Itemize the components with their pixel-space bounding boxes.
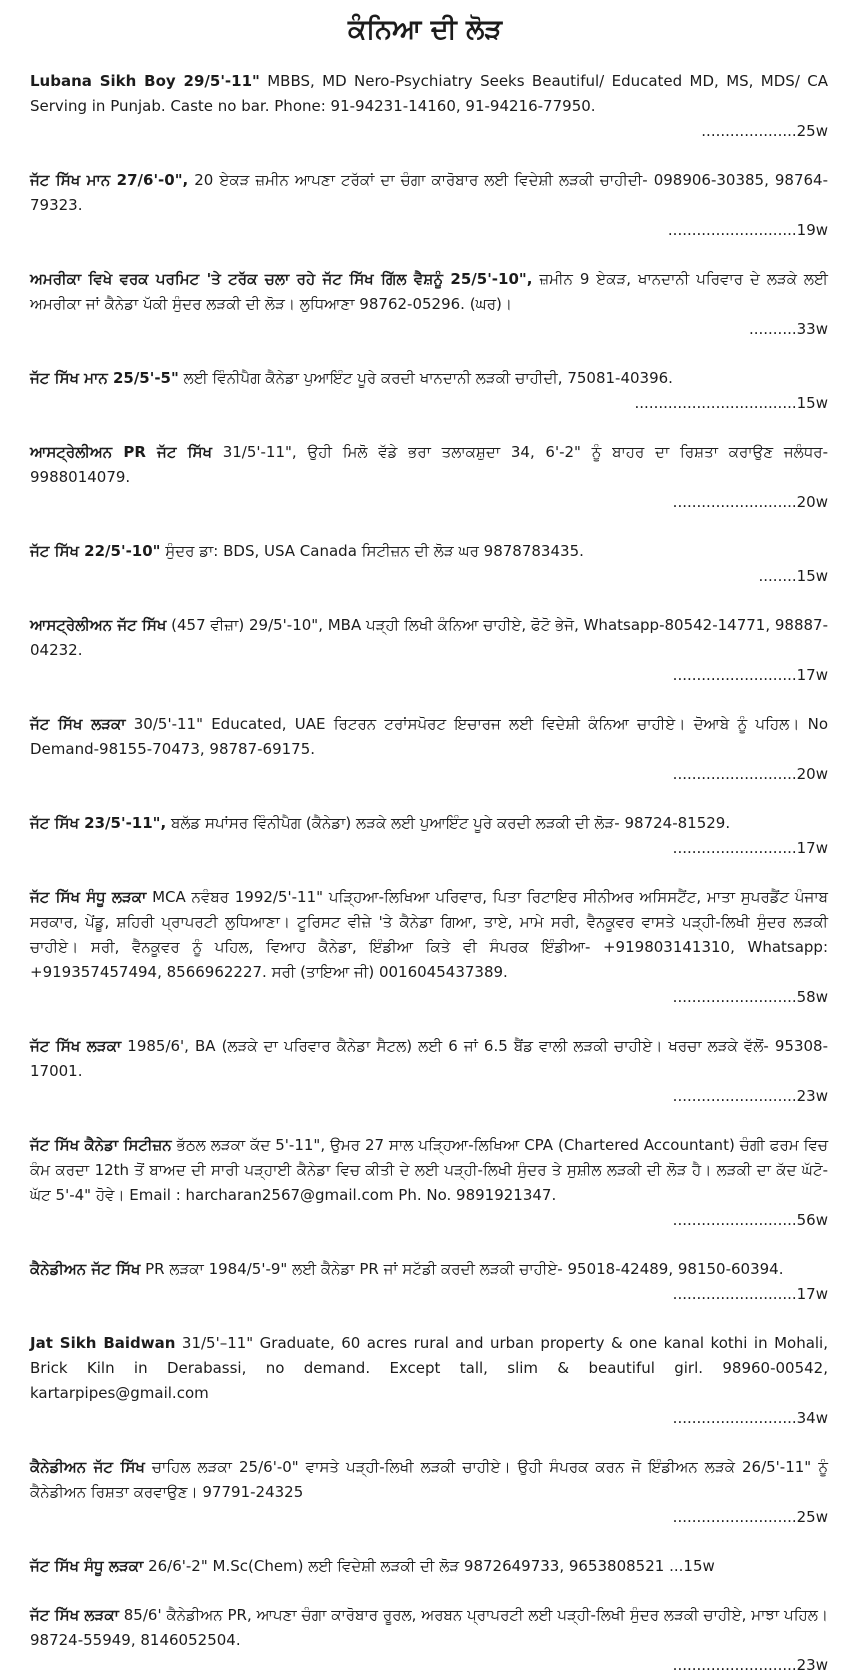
classified-ad xyxy=(30,1554,828,1579)
classified-ad xyxy=(30,1257,828,1307)
classified-ad xyxy=(30,1331,828,1431)
ad-lead: ਜੱਟ ਸਿੱਖ ਸੰਧੂ ਲੜਕਾ xyxy=(30,1557,144,1575)
classified-ad xyxy=(30,613,828,688)
ad-rate: ...........................19w xyxy=(667,221,828,239)
ad-body: 26/6'-2" M.Sc(Chem) ਲਈ ਵਿਦੇਸ਼ੀ ਲੜਕੀ ਦੀ ਲੋੜ 9872649733, 9653808521 xyxy=(143,1557,665,1575)
ad-lead: ਜੱਟ ਸਿੱਖ ਮਾਨ 27/6'-0", xyxy=(30,171,189,189)
classified-ad xyxy=(30,69,828,144)
ad-lead: ਅਮਰੀਕਾ ਵਿਖੇ ਵਰਕ ਪਰਮਿਟ 'ਤੇ ਟਰੱਕ ਚਲਾ ਰਹੇ ਜੱਟ ਸਿੱਖ ਗਿੱਲ ਵੈਸ਼ਨੂੰ 25/5'-10", xyxy=(30,270,533,288)
ad-body: ਭੱਠਲ ਲੜਕਾ ਕੱਦ 5'-11", ਉਮਰ 27 ਸਾਲ ਪੜ੍ਹਿਆ-ਲਿਖਿਆ CPA (Chartered Accountant) ਚੰਗੀ ਫਰਮ ਵਿਚ ਕੰਮ ਕਰਦਾ 12th ਤੋਂ ਬਾਅਦ ਦੀ ਸਾਰੀ ਪੜ੍ਹਾਈ ਕੈਨੇਡਾ ਵਿਚ ਕੀਤੀ ਦੇ ਲਈ ਪੜ੍ਹੀ-ਲਿਖੀ ਸੁੰਦਰ ਤੇ ਸੁਸ਼ੀਲ ਲੜਕੀ ਦੀ ਲੋੜ ਹੈ। ਲੜਕੀ ਦਾ ਕੱਦ ਘੱਟੋ-ਘੱਟ 5'-4" ਹੋਵੇ। Email : harcharan2567@gmail.com Ph. No. 9891921347. xyxy=(30,1136,828,1204)
ad-rate: ..........................17w xyxy=(672,666,828,684)
ad-lead: ਜੱਟ ਸਿੱਖ ਲੜਕਾ xyxy=(30,1606,119,1624)
ad-body: MCA ਨਵੰਬਰ 1992/5'-11" ਪੜ੍ਹਿਆ-ਲਿਖਿਆ ਪਰਿਵਾਰ, ਪਿਤਾ ਰਿਟਾਇਰ ਸੀਨੀਅਰ ਅਸਿਸਟੈਂਟ, ਮਾਤਾ ਸੁਪਰਡੈਂਟ ਪੰਜਾਬ ਸਰਕਾਰ, ਪੇਂਡੂ, ਸ਼ਹਿਰੀ ਪ੍ਰਾਪਰਟੀ ਲੁਧਿਆਣਾ। ਟੂਰਿਸਟ ਵੀਜ਼ੇ 'ਤੇ ਕੈਨੇਡਾ ਗਿਆ, ਤਾਏ, ਮਾਮੇ ਸਰੀ, ਵੈਨਕੂਵਰ ਵਾਸਤੇ ਪੜ੍ਹੀ-ਲਿਖੀ ਸੁੰਦਰ ਲੜਕੀ ਚਾਹੀਏ। ਸਰੀ, ਵੈਨਕੂਵਰ ਨੂੰ ਪਹਿਲ, ਵਿਆਹ ਕੈਨੇਡਾ, ਇੰਡੀਆ ਕਿਤੇ ਵੀ ਸੰਪਰਕ ਇੰਡੀਆ- +919803141310, Whatsapp: +919357457494, 8566962227. ਸਰੀ (ਤਾਇਆ ਜੀ) 0016045437389. xyxy=(30,888,828,981)
ad-body: ਲਈ ਵਿੰਨੀਪੈਗ ਕੈਨੇਡਾ ਪੁਆਇੰਟ ਪੂਰੇ ਕਰਦੀ ਖਾਨਦਾਨੀ ਲੜਕੀ ਚਾਹੀਦੀ, 75081-40396. xyxy=(178,369,673,387)
classified-ad xyxy=(30,267,828,342)
classified-ad xyxy=(30,366,828,416)
classified-ad xyxy=(30,712,828,787)
ad-rate: ..........................34w xyxy=(672,1409,828,1427)
ad-body: 85/6' ਕੈਨੇਡੀਅਨ PR, ਆਪਣਾ ਚੰਗਾ ਕਾਰੋਬਾਰ ਰੂਰਲ, ਅਰਬਨ ਪ੍ਰਾਪਰਟੀ ਲਈ ਪੜ੍ਹੀ-ਲਿਖੀ ਸੁੰਦਰ ਲੜਕੀ ਚਾਹੀਏ, ਮਾਝਾ ਪਹਿਲ। 98724-55949, 8146052504. xyxy=(30,1606,828,1649)
classified-ad xyxy=(30,1034,828,1109)
ad-body: PR ਲੜਕਾ 1984/5'-9" ਲਈ ਕੈਨੇਡਾ PR ਜਾਂ ਸਟੱਡੀ ਕਰਦੀ ਲੜਕੀ ਚਾਹੀਏ- 95018-42489, 98150-60394. xyxy=(140,1260,784,1278)
classified-ad xyxy=(30,885,828,1010)
ad-body: ਜ਼ਮੀਨ 9 ਏਕੜ, ਖਾਨਦਾਨੀ ਪਰਿਵਾਰ ਦੇ ਲੜਕੇ ਲਈ ਅਮਰੀਕਾ ਜਾਂ ਕੈਨੇਡਾ ਪੱਕੀ ਸੁੰਦਰ ਲੜਕੀ ਦੀ ਲੋੜ। ਲੁਧਿਆਣਾ 98762-05296. (ਘਰ)। xyxy=(30,270,828,313)
ad-rate: ....................25w xyxy=(701,122,828,140)
page-title: ਕੰਨਿਆ ਦੀ ਲੋੜ xyxy=(347,14,503,45)
ad-rate: ..........................25w xyxy=(672,1508,828,1526)
ad-lead: ਜੱਟ ਸਿੱਖ ਲੜਕਾ xyxy=(30,1037,122,1055)
ad-lead: ਜੱਟ ਸਿੱਖ 23/5'-11", xyxy=(30,814,167,832)
ad-lead: ਜੱਟ ਸਿੱਖ ਮਾਨ 25/5'-5" xyxy=(30,369,179,387)
ad-rate: ..........................23w xyxy=(672,1656,828,1674)
ad-body: ਬਲੱਡ ਸਪਾਂਸਰ ਵਿੰਨੀਪੈਗ (ਕੈਨੇਡਾ) ਲੜਕੇ ਲਈ ਪੁਆਇੰਟ ਪੂਰੇ ਕਰਦੀ ਲੜਕੀ ਦੀ ਲੋੜ- 98724-81529. xyxy=(166,814,731,832)
ad-body: 30/5'-11" Educated, UAE ਰਿਟਰਨ ਟਰਾਂਸਪੋਰਟ ਇਚਾਰਜ ਲਈ ਵਿਦੇਸ਼ੀ ਕੰਨਿਆ ਚਾਹੀਏ। ਦੋਆਬੇ ਨੂੰ ਪਹਿਲ। No Demand-98155-70473, 98787-69175. xyxy=(30,715,828,758)
ad-lead: ਜੱਟ ਸਿੱਖ ਲੜਕਾ xyxy=(30,715,126,733)
ad-rate: ..................................15w xyxy=(634,394,828,412)
ad-rate: ..........................23w xyxy=(672,1087,828,1105)
ad-rate: ..........................58w xyxy=(672,988,828,1006)
ad-rate: ..........................20w xyxy=(672,493,828,511)
ad-rate: ..........................56w xyxy=(672,1211,828,1229)
ad-rate: ..........................17w xyxy=(672,839,828,857)
ad-body: (457 ਵੀਜ਼ਾ) 29/5'-10", MBA ਪੜ੍ਹੀ ਲਿਖੀ ਕੰਨਿਆ ਚਾਹੀਏ, ਫੋਟੋ ਭੇਜੋ, Whatsapp-80542-14771, 98887-04232. xyxy=(30,616,828,659)
ad-rate: ...15w xyxy=(669,1557,715,1575)
ad-lead: ਕੈਨੇਡੀਅਨ ਜੱਟ ਸਿੱਖ xyxy=(30,1260,141,1278)
classified-ad xyxy=(30,440,828,515)
ad-body: MBBS, MD Nero-Psychiatry Seeks Beautiful/ Educated MD, MS, MDS/ CA Serving in Punjab. Caste no bar. Phone: 91-94231-14160, 91-94216-77950. xyxy=(30,72,828,115)
ad-body: ਚਾਹਿਲ ਲੜਕਾ 25/6'-0" ਵਾਸਤੇ ਪੜ੍ਹੀ-ਲਿਖੀ ਲੜਕੀ ਚਾਹੀਏ। ਉਹੀ ਸੰਪਰਕ ਕਰਨ ਜੋ ਇੰਡੀਅਨ ਲੜਕੇ 26/5'-11" ਨੂੰ ਕੈਨੇਡੀਅਨ ਰਿਸ਼ਤਾ ਕਰਵਾਉਣ। 97791-24325 xyxy=(30,1458,828,1501)
ad-rate: ..........33w xyxy=(748,320,828,338)
classified-ad xyxy=(30,168,828,243)
ad-body: 31/5'-11", ਉਹੀ ਮਿਲੋ ਵੱਡੇ ਭਰਾ ਤਲਾਕਸ਼ੁਦਾ 34, 6'-2" ਨੂੰ ਬਾਹਰ ਦਾ ਰਿਸ਼ਤਾ ਕਰਾਉਣ ਜਲੰਧਰ- 9988014079. xyxy=(30,443,828,486)
ad-lead: ਕੈਨੇਡੀਅਨ ਜੱਟ ਸਿੱਖ xyxy=(30,1458,145,1476)
classified-ad xyxy=(30,1603,828,1678)
classified-ad xyxy=(30,1455,828,1530)
ad-lead: Jat Sikh Baidwan xyxy=(30,1334,176,1352)
ad-lead: ਜੱਟ ਸਿੱਖ 22/5'-10" xyxy=(30,542,161,560)
ad-lead: ਜੱਟ ਸਿੱਖ ਸੰਧੂ ਲੜਕਾ xyxy=(30,888,147,906)
classified-ad xyxy=(30,1133,828,1233)
classified-ad xyxy=(30,539,828,589)
classified-list xyxy=(0,51,850,1678)
ad-lead: ਆਸਟ੍ਰੇਲੀਅਨ PR ਜੱਟ ਸਿੱਖ xyxy=(30,443,212,461)
ad-lead: ਜੱਟ ਸਿੱਖ ਕੈਨੇਡਾ ਸਿਟੀਜ਼ਨ xyxy=(30,1136,172,1154)
ad-rate: ..........................20w xyxy=(672,765,828,783)
ad-body: 20 ਏਕੜ ਜ਼ਮੀਨ ਆਪਣਾ ਟਰੱਕਾਂ ਦਾ ਚੰਗਾ ਕਾਰੋਬਾਰ ਲਈ ਵਿਦੇਸ਼ੀ ਲੜਕੀ ਚਾਹੀਦੀ- 098906-30385, 98764-79323. xyxy=(30,171,829,214)
ad-body: 31/5'–11" Graduate, 60 acres rural and urban property & one kanal kothi in Mohali, Brick Kiln in Derabassi, no demand. Except tall, slim & beautiful girl. 98960-00542, kartarpipes@gmail.com xyxy=(30,1334,828,1402)
ad-lead: Lubana Sikh Boy 29/5'-11" xyxy=(30,72,260,90)
ad-rate: ........15w xyxy=(758,567,828,585)
ad-body: 1985/6', BA (ਲੜਕੇ ਦਾ ਪਰਿਵਾਰ ਕੈਨੇਡਾ ਸੈਟਲ) ਲਈ 6 ਜਾਂ 6.5 ਬੈਂਡ ਵਾਲੀ ਲੜਕੀ ਚਾਹੀਏ। ਖਰਚਾ ਲੜਕੇ ਵੱਲੋਂ- 95308-17001. xyxy=(30,1037,829,1080)
classified-ad xyxy=(30,811,828,861)
ad-body: ਸੁੰਦਰ ਡਾ: BDS, USA Canada ਸਿਟੀਜ਼ਨ ਦੀ ਲੋੜ ਘਰ 9878783435. xyxy=(160,542,584,560)
ad-rate: ..........................17w xyxy=(672,1285,828,1303)
ad-lead: ਆਸਟ੍ਰੇਲੀਅਨ ਜੱਟ ਸਿੱਖ xyxy=(30,616,167,634)
